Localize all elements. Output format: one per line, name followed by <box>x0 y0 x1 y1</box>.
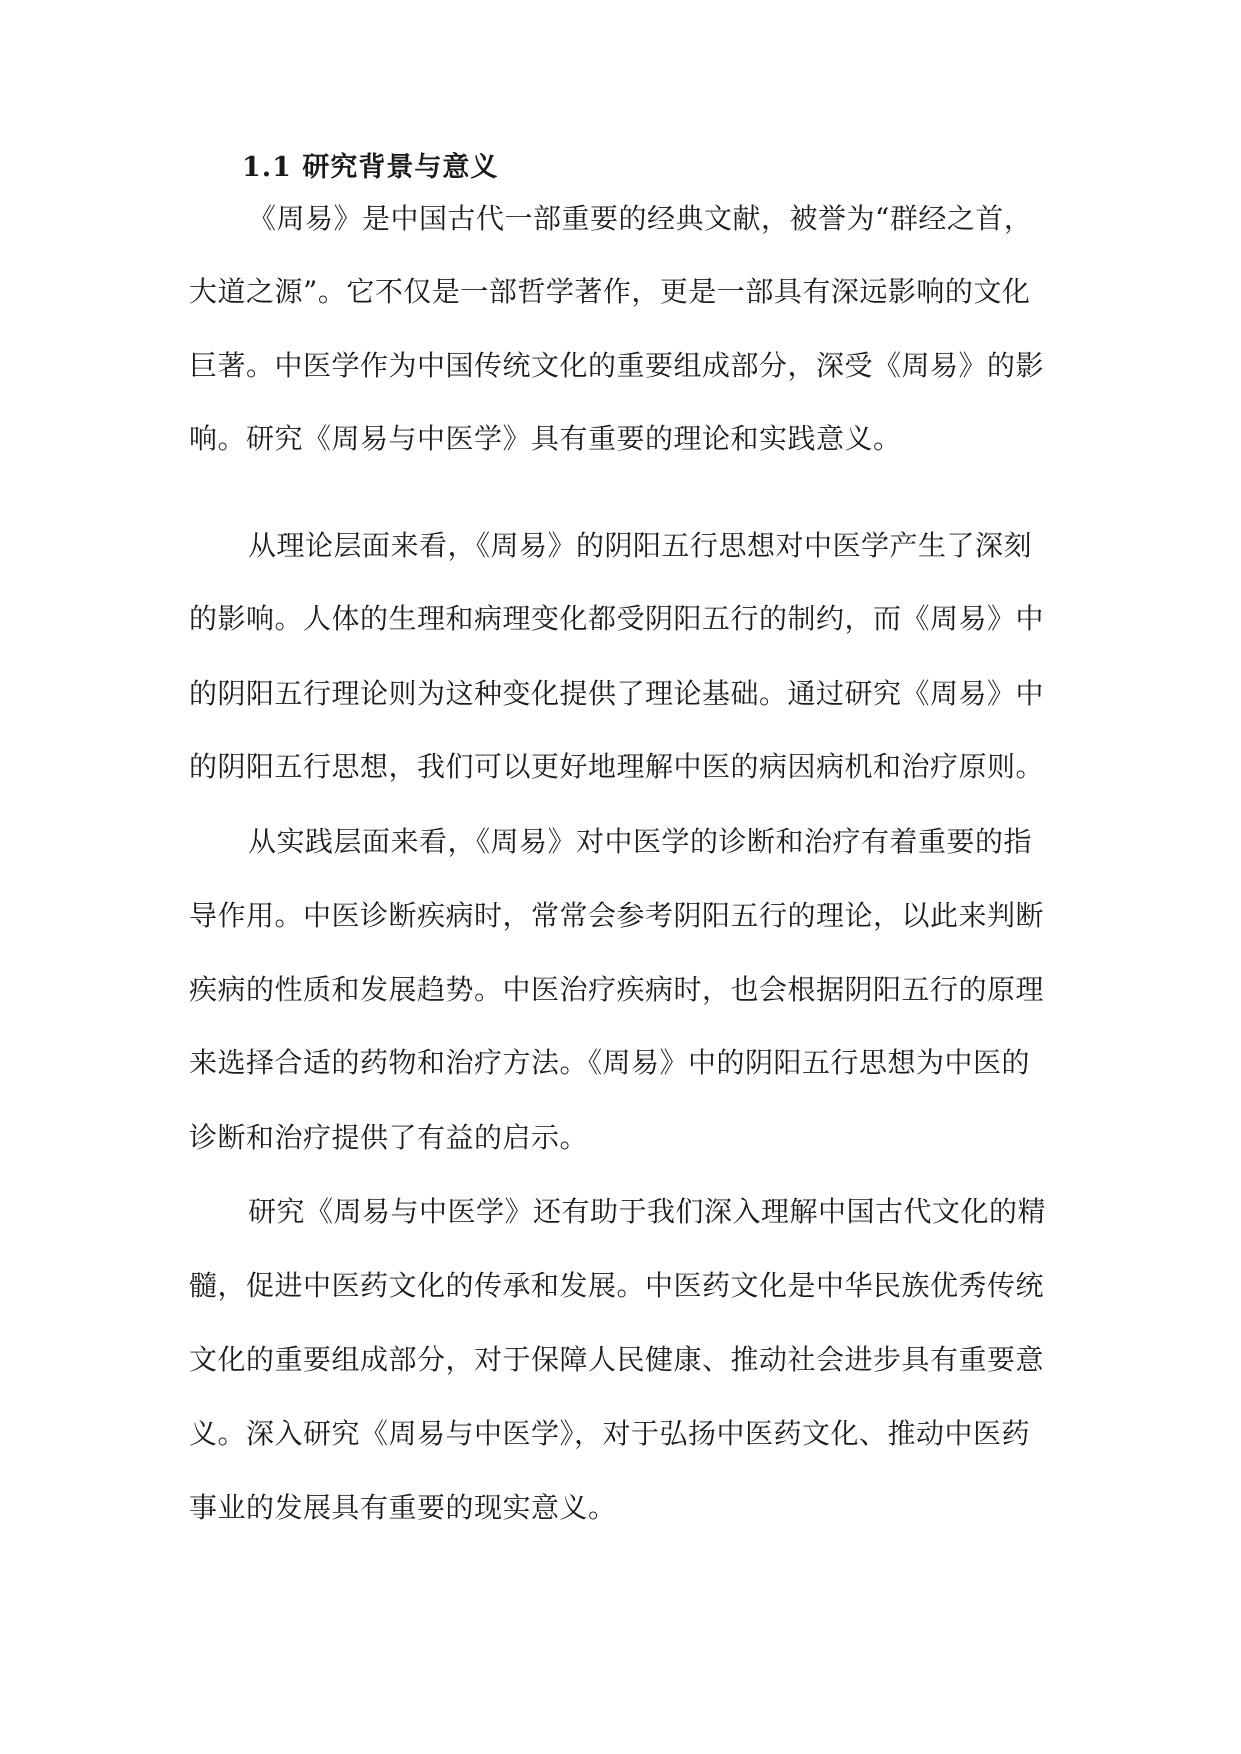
paragraph-4-line-3: 文化的重要组成部分，对于保障人民健康、推动社会进步具有重要意 <box>189 1343 1045 1376</box>
paragraph-1-line-4: 响。研究《周易与中医学》具有重要的理论和实践意义。 <box>189 422 902 455</box>
paragraph-3-line-5: 诊断和治疗提供了有益的启示。 <box>189 1121 589 1154</box>
paragraph-1-line-2: 大道之源”。它不仅是一部哲学著作，更是一部具有深远影响的文化 <box>189 275 1031 308</box>
paragraph-1-line-1: 《周易》是中国古代一部重要的经典文献，被誉为“群经之首， <box>248 202 1033 235</box>
paragraph-3-line-3: 疾病的性质和发展趋势。中医治疗疾病时，也会根据阴阳五行的原理 <box>189 973 1045 1006</box>
paragraph-4-line-4: 义。深入研究《周易与中医学》，对于弘扬中医药文化、推动中医药 <box>189 1417 1031 1450</box>
section-heading: 1.1 研究背景与意义 <box>242 152 499 183</box>
paragraph-3-line-2: 导作用。中医诊断疾病时，常常会参考阴阳五行的理论，以此来判断 <box>189 899 1045 932</box>
paragraph-4-line-5: 事业的发展具有重要的现实意义。 <box>189 1491 617 1524</box>
paragraph-3-line-4: 来选择合适的药物和治疗方法。《周易》中的阴阳五行思想为中医的 <box>189 1046 1031 1079</box>
paragraph-1-line-3: 巨著。中医学作为中国传统文化的重要组成部分，深受《周易》的影 <box>189 349 1045 382</box>
paragraph-2-line-3: 的阴阳五行理论则为这种变化提供了理论基础。通过研究《周易》中 <box>189 677 1045 710</box>
paragraph-2-line-1: 从理论层面来看，《周易》的阴阳五行思想对中医学产生了深刻 <box>248 529 1033 562</box>
paragraph-4-line-1: 研究《周易与中医学》还有助于我们深入理解中国古代文化的精 <box>248 1195 1047 1228</box>
paragraph-3-line-1: 从实践层面来看，《周易》对中医学的诊断和治疗有着重要的指 <box>248 825 1033 858</box>
paragraph-2-line-2: 的影响。人体的生理和病理变化都受阴阳五行的制约，而《周易》中 <box>189 602 1045 635</box>
paragraph-2-line-4: 的阴阳五行思想，我们可以更好地理解中医的病因病机和治疗原则。 <box>189 750 1045 783</box>
paragraph-4-line-2: 髓，促进中医药文化的传承和发展。中医药文化是中华民族优秀传统 <box>189 1269 1045 1302</box>
